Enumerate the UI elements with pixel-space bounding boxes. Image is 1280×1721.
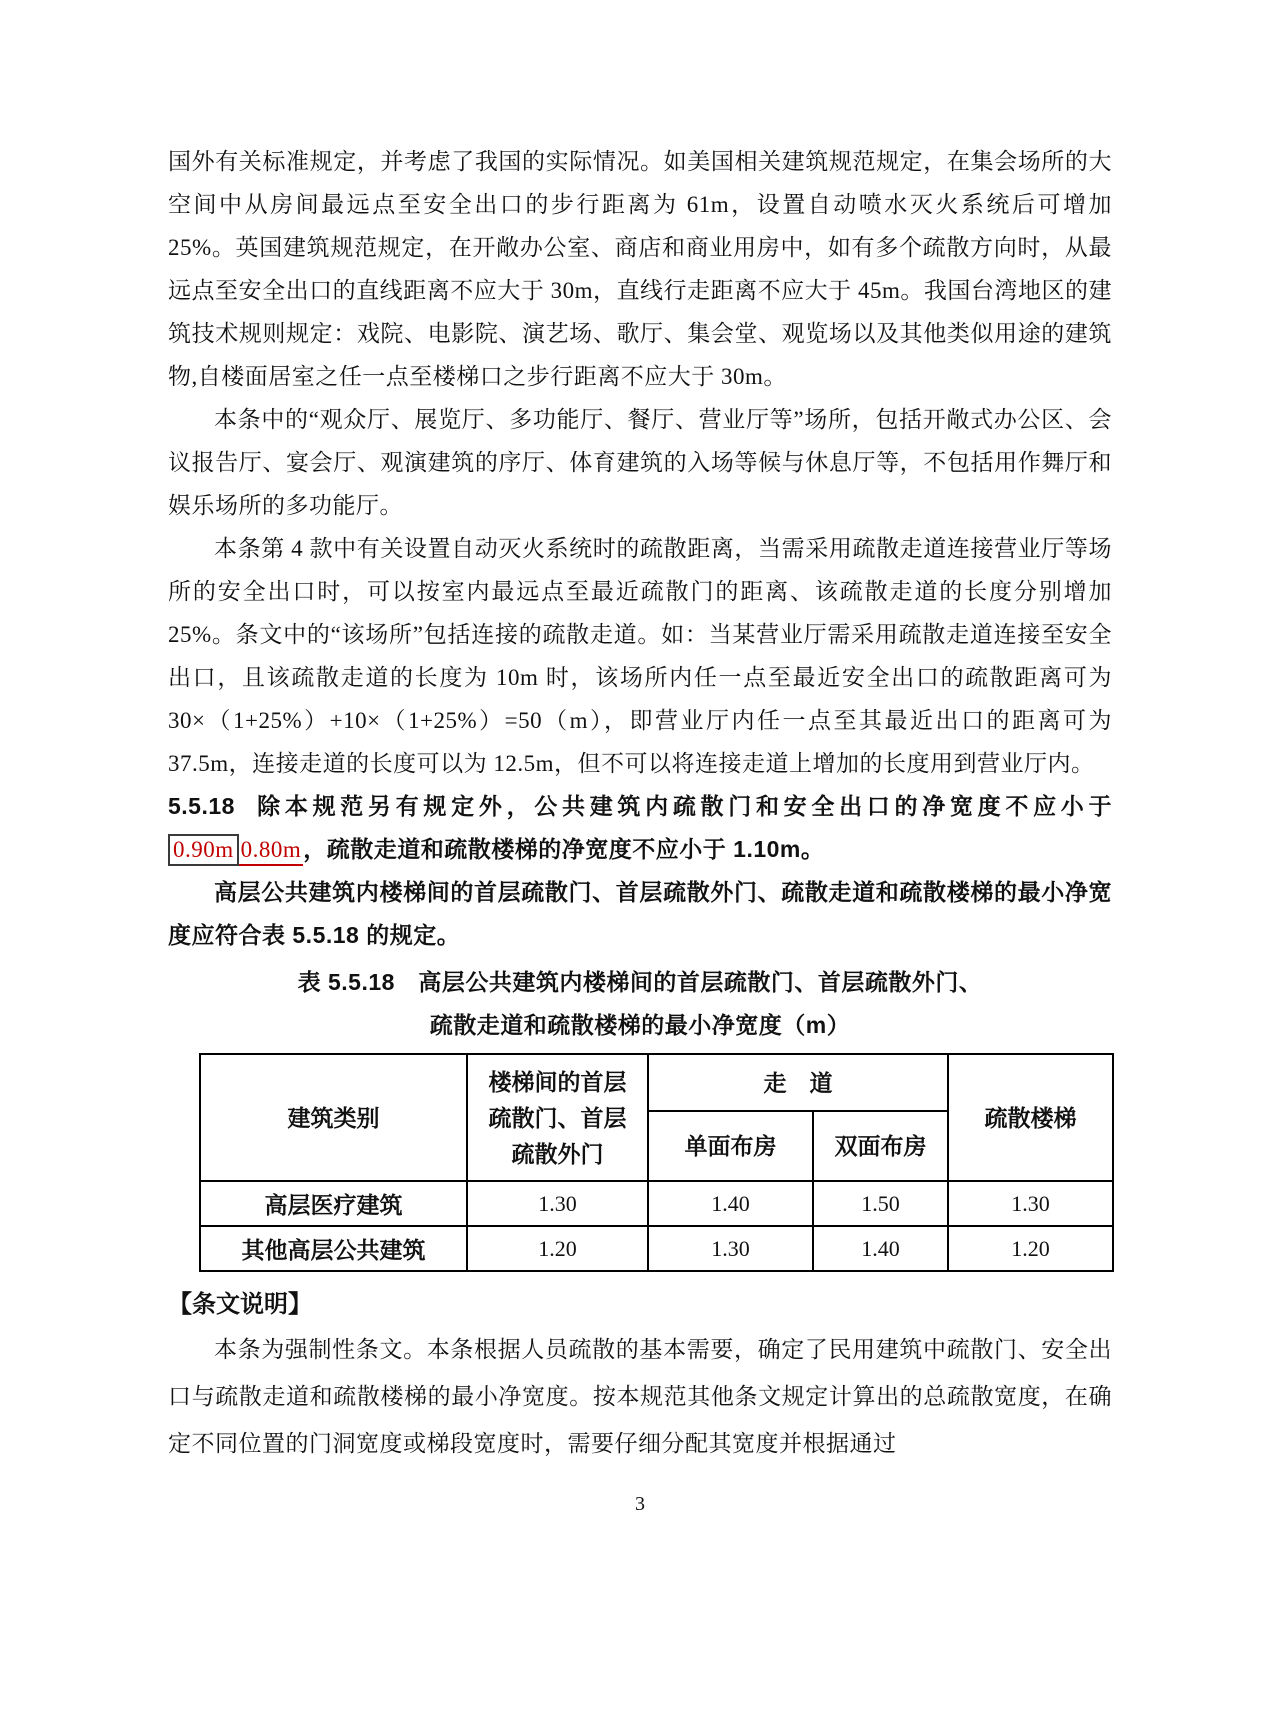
cell-other-single: 1.30 (648, 1226, 813, 1271)
spec-table-5-5-18 (199, 1053, 1114, 1272)
deleted-width-value: 0.90m (168, 834, 239, 866)
clause-number: 5.5.18 (168, 793, 235, 819)
cell-medical-single: 1.40 (648, 1181, 813, 1226)
paragraph-international-standards: 国外有关标准规定，并考虑了我国的实际情况。如美国相关建筑规范规定，在集会场所的大空间中从房间最远点至安全出口的步行距离为 61m，设置自动喷水灭火系统后可增加 25%。英国建筑规范规定，在开敞办公室、商店和商业用房中，如有多个疏散方向时，从最远点至安全出口的直线距离不应大于 30m，直线行走距离不应大于 45m。我国台湾地区的建筑技术规则规定：戏院、电影院、演艺场、歌厅、集会堂、观览场以及其他类似用途的建筑物,自楼面居室之任一点至楼梯口之步行距离不应大于 30m。 (168, 149, 1112, 389)
inserted-width-value: 0.80m (239, 836, 304, 866)
col-header-evacuation-stairs: 疏散楼梯 (948, 1054, 1113, 1181)
cell-other-doors: 1.20 (467, 1226, 648, 1271)
col-header-first-floor-doors: 楼梯间的首层疏散门、首层疏散外门 (467, 1054, 648, 1181)
cell-medical-stairs: 1.30 (948, 1181, 1113, 1226)
paragraph-sprinkler-distance-example: 本条第 4 款中有关设置自动灭火系统时的疏散距离，当需采用疏散走道连接营业厅等场所的安全出口时，可以按室内最远点至最近疏散门的距离、该疏散走道的长度分别增加 25%。条文中的“该场所”包括连接的疏散走道。如：当某营业厅需采用疏散走道连接至安全出口，且该疏散走道的长度为 10m 时，该场所内任一点至最近安全出口的疏散距离可为 30×（1+25%）+10×（1+25%）=50（m），即营业厅内任一点至其最近出口的距离可为 37.5m，连接走道的长度可以为 12.5m，但不可以将连接走道上增加的长度用到营业厅内。 (168, 536, 1112, 776)
page-number: 3 (635, 1493, 645, 1515)
col-header-single-side: 单面布房 (648, 1111, 813, 1181)
paragraph-halls-scope: 本条中的“观众厅、展览厅、多功能厅、餐厅、营业厅等”场所，包括开敞式办公区、会议报告厅、宴会厅、观演建筑的序厅、体育建筑的入场等候与休息厅等，不包括用作舞厅和娱乐场所的多功能厅。 (168, 407, 1112, 518)
table-row-other-public (200, 1226, 1113, 1271)
col-header-double-side: 双面布房 (813, 1111, 948, 1181)
cell-other-double: 1.40 (813, 1226, 948, 1271)
clause-text-after: ，疏散走道和疏散楼梯的净宽度不应小于 1.10m。 (303, 836, 825, 862)
row-label-medical: 高层医疗建筑 (200, 1181, 467, 1226)
table-row-medical (200, 1181, 1113, 1226)
col-header-corridor: 走 道 (648, 1054, 948, 1111)
paragraph-highrise-min-width: 高层公共建筑内楼梯间的首层疏散门、首层疏散外门、疏散走道和疏散楼梯的最小净宽度应符合表 5.5.18 的规定。 (168, 879, 1112, 948)
table-header-row-top (200, 1054, 1113, 1111)
clause-text-before: 除本规范另有规定外，公共建筑内疏散门和安全出口的净宽度不应小于 (252, 793, 1112, 819)
cell-medical-double: 1.50 (813, 1181, 948, 1226)
table-caption-line1: 表 5.5.18 高层公共建筑内楼梯间的首层疏散门、首层疏散外门、 (297, 969, 983, 995)
table-caption-line2: 疏散走道和疏散楼梯的最小净宽度（m） (429, 1012, 851, 1038)
clause-5-5-18 (168, 785, 1112, 871)
cell-other-stairs: 1.20 (948, 1226, 1113, 1271)
col-header-building-type: 建筑类别 (200, 1054, 467, 1181)
commentary-paragraph: 本条为强制性条文。本条根据人员疏散的基本需要，确定了民用建筑中疏散门、安全出口与疏散走道和疏散楼梯的最小净宽度。按本规范其他条文规定计算出的总疏散宽度，在确定不同位置的门洞宽度或梯段宽度时，需要仔细分配其宽度并根据通过 (168, 1337, 1112, 1456)
row-label-other-public: 其他高层公共建筑 (200, 1226, 467, 1271)
commentary-heading: 【条文说明】 (168, 1291, 312, 1318)
cell-medical-doors: 1.30 (467, 1181, 648, 1226)
